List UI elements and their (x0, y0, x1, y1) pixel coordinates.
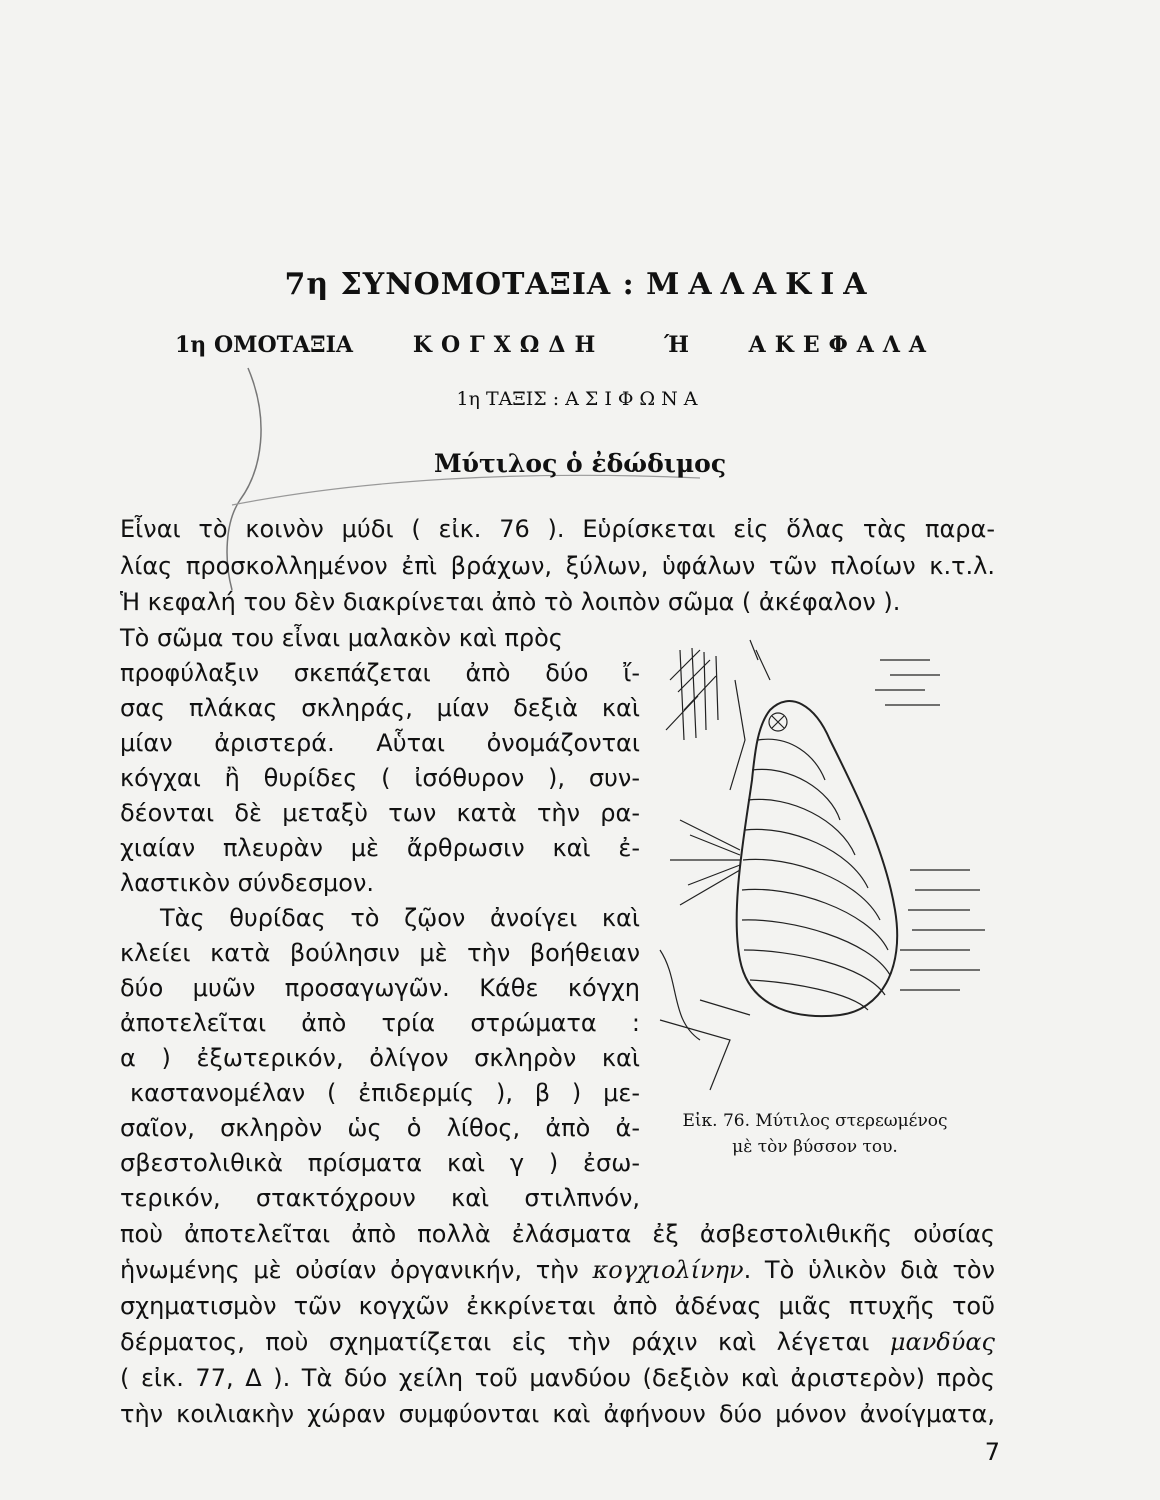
caption-line-1: Εἰκ. 76. Μύτιλος στερεωμένος (682, 1111, 948, 1131)
page-number: 7 (984, 1438, 1000, 1466)
body-line: τερικόν, στακτόχρουν καὶ στιλπνόν, (120, 1184, 640, 1212)
phylum-prefix: 7η ΣΥΝΟΜΟΤΑΞΙΑ : (284, 267, 635, 302)
body-line: ποὺ ἀποτελεῖται ἀπὸ πολλὰ ἐλάσματα ἐξ ἀσβεστολιθικῆς οὐσίας (120, 1220, 995, 1248)
body-line: μίαν ἀριστερά. Αὗται ὀνομάζονται (120, 729, 640, 757)
class-name-1: ΚΟΓΧΩΔΗ (412, 332, 605, 358)
body-line: Εἶναι τὸ κοινὸν μύδι ( εἰκ. 76 ). Εὑρίσκεται εἰς ὅλας τὰς παρα- (120, 515, 995, 543)
body-line: δέονται δὲ μεταξὺ των κατὰ τὴν ρα- (120, 799, 640, 827)
phylum-name: ΜΑΛΑΚΙΑ (646, 267, 876, 302)
order-heading (0, 388, 1160, 410)
body-line: α ) ἐξωτερικόν, ὀλίγον σκληρὸν καὶ (120, 1044, 640, 1072)
figure-caption (630, 1108, 1000, 1160)
body-line: ἀποτελεῖται ἀπὸ τρία στρώματα : (120, 1009, 640, 1037)
body-line: τὴν κοιλιακὴν χώραν συμφύονται καὶ ἀφήνουν δύο μόνον ἀνοίγματα, (120, 1400, 995, 1428)
body-line: σχηματισμὸν τῶν κογχῶν ἐκκρίνεται ἀπὸ ἀδένας μιᾶς πτυχῆς τοῦ (120, 1292, 995, 1320)
body-text: δέρματος, ποὺ σχηματίζεται εἰς τὴν ράχιν καὶ λέγεται (120, 1328, 890, 1356)
body-line: ( εἰκ. 77, Δ ). Τὰ δύο χείλη τοῦ μανδύου (δεξιὸν καὶ ἀριστερὸν) πρὸς (120, 1364, 995, 1392)
mussel-illustration (640, 620, 1000, 1100)
class-name-2: ΑΚΕΦΑΛΑ (748, 332, 935, 358)
class-heading (175, 332, 935, 358)
body-text: . Τὸ ὑλικὸν διὰ τὸν (743, 1256, 995, 1284)
body-line: κόγχαι ἢ θυρίδες ( ἰσόθυρον ), συν- (120, 764, 640, 792)
body-line: χιαίαν πλευρὰν μὲ ἄρθρωσιν καὶ ἐ- (120, 834, 640, 862)
species-heading: Μύτιλος ὁ ἐδώδιμος (433, 449, 727, 478)
body-line (120, 1255, 995, 1285)
class-prefix: 1η ΟΜΟΤΑΞΙΑ (175, 332, 353, 358)
caption-line-2: μὲ τὸν βύσσον του. (732, 1137, 898, 1157)
body-line: Τὰς θυρίδας τὸ ζῷον ἀνοίγει καὶ (160, 904, 640, 932)
body-line: σβεστολιθικὰ πρίσματα καὶ γ ) ἐσω- (120, 1149, 640, 1177)
body-line: λίας προσκολλημένον ἐπὶ βράχων, ξύλων, ὑφάλων τῶν πλοίων κ.τ.λ. (120, 552, 995, 580)
class-or: Ή (664, 332, 689, 358)
body-line: Τὸ σῶμα του εἶναι μαλακὸν καὶ πρὸς (120, 624, 563, 652)
order-name: ΑΣΙΦΩΝΑ (565, 388, 704, 410)
body-line: προφύλαξιν σκεπάζεται ἀπὸ δύο ἴ- (120, 659, 640, 687)
body-line: δύο μυῶν προσαγωγῶν. Κάθε κόγχη (120, 974, 640, 1002)
body-line: σας πλάκας σκληράς, μίαν δεξιὰ καὶ (120, 694, 640, 722)
italic-term: κογχιολίνην (592, 1256, 744, 1284)
body-line: λαστικὸν σύνδεσμον. (120, 869, 375, 897)
body-line: κλείει κατὰ βούλησιν μὲ τὴν βοήθειαν (120, 939, 640, 967)
phylum-heading (0, 267, 1160, 302)
body-line: Ἡ κεφαλή του δὲν διακρίνεται ἀπὸ τὸ λοιπὸν σῶμα ( ἀκέφαλον ). (120, 588, 901, 616)
body-line: σαῖον, σκληρὸν ὡς ὁ λίθος, ἀπὸ ἀ- (120, 1114, 640, 1142)
body-line (120, 1327, 995, 1357)
body-text: ἡνωμένης μὲ οὐσίαν ὀργανικήν, τὴν (120, 1256, 593, 1284)
body-line: καστανομέλαν ( ἐπιδερμίς ), β ) με- (130, 1079, 640, 1107)
italic-term: μανδύας (889, 1328, 995, 1356)
order-prefix: 1η ΤΑΞΙΣ : (456, 388, 560, 410)
